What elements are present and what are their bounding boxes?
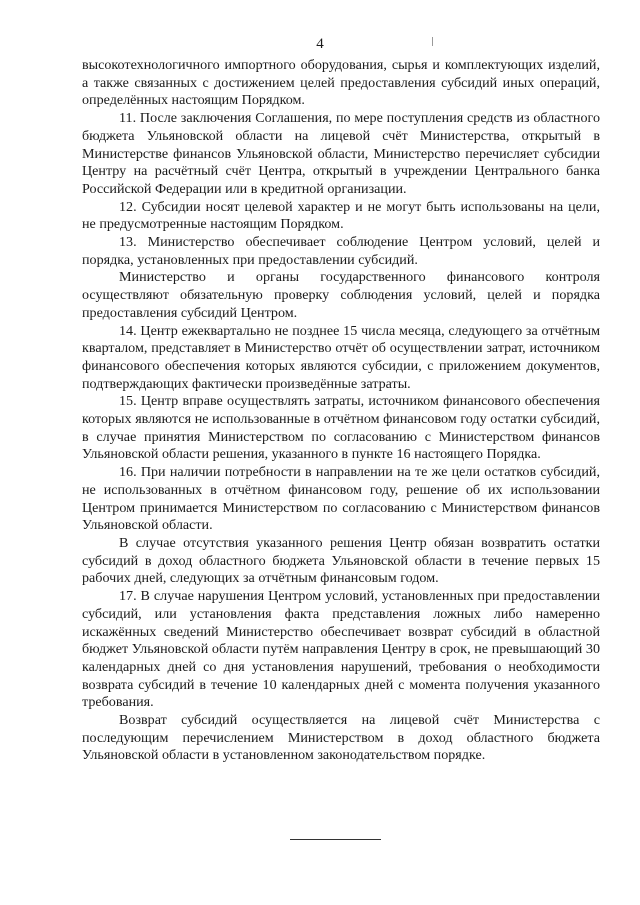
closing-divider — [290, 839, 381, 840]
paragraph-continuation: высокотехнологичного импортного оборудования, сырья и комплектующих изделий, а также связанных с достижением целей предоставления субсидий иных операций, определённых настоящим Порядком. — [82, 57, 600, 109]
scan-mark — [432, 37, 433, 46]
paragraph-16-return: В случае отсутствия указанного решения Центр обязан возвратить остатки субсидий в доход областного бюджета Ульяновской области в течение первых 15 рабочих дней, следующих за отчётным финансовым годом. — [82, 534, 600, 587]
paragraph-15: 15. Центр вправе осуществлять затраты, источником финансового обеспечения которых являются не использованные в отчётном финансовом году остатки субсидий, в случае принятия Министерством по согласованию с Министерством финансов Ульяновской области решения, указанного в пункте 16 настоящего Порядка. — [82, 393, 600, 463]
paragraph-11: 11. После заключения Соглашения, по мере поступления средств из областного бюджета Ульяновской области на лицевой счёт Министерства, открытый в Министерстве финансов Ульяновской области, Министерство перечисляет субсидии Центру на расчётный счёт Центра, открытый в учреждении Центрального банка Российской Федерации или в кредитной организации. — [82, 110, 600, 197]
paragraph-12: 12. Субсидии носят целевой характер и не могут быть использованы на цели, не предусмотренные настоящим Порядком. — [82, 198, 600, 233]
paragraph-17: 17. В случае нарушения Центром условий, установленных при предоставлении субсидий, или установления факта представления ложных либо намеренно искажённых сведений Министерство обеспечивает возврат субсидий в областной бюджет Ульяновской области путём направления Центру в срок, не превышающий 30 календарных дней со дня установления нарушений, требования о необходимости возврата субсидий в течение 10 календарных дней с момента получения указанного требования. — [82, 588, 600, 711]
document-body — [82, 57, 600, 765]
paragraph-17-return: Возврат субсидий осуществляется на лицевой счёт Министерства с последующим перечислением Министерством в доход областного бюджета Ульяновской области в установленном законодательством порядке. — [82, 712, 600, 764]
paragraph-14: 14. Центр ежеквартально не позднее 15 числа месяца, следующего за отчётным кварталом, представляет в Министерство отчёт об осуществлении затрат, источником финансового обеспечения которых являются субсидии, с приложением документов, подтверждающих фактически произведённые затраты. — [82, 322, 600, 392]
paragraph-13-control: Министерство и органы государственного финансового контроля осуществляют обязательную проверку соблюдения условий, целей и порядка предоставления субсидий Центром. — [82, 269, 600, 321]
paragraph-13: 13. Министерство обеспечивает соблюдение Центром условий, целей и порядка, установленных при предоставлении субсидий. — [82, 234, 600, 268]
page-number: 4 — [316, 36, 324, 52]
paragraph-16: 16. При наличии потребности в направлении на те же цели остатков субсидий, не использованных в отчётном финансовом году, решение об их использовании Центром принимается Министерством по согласованию с Министерством финансов Ульяновской области. — [82, 464, 600, 534]
